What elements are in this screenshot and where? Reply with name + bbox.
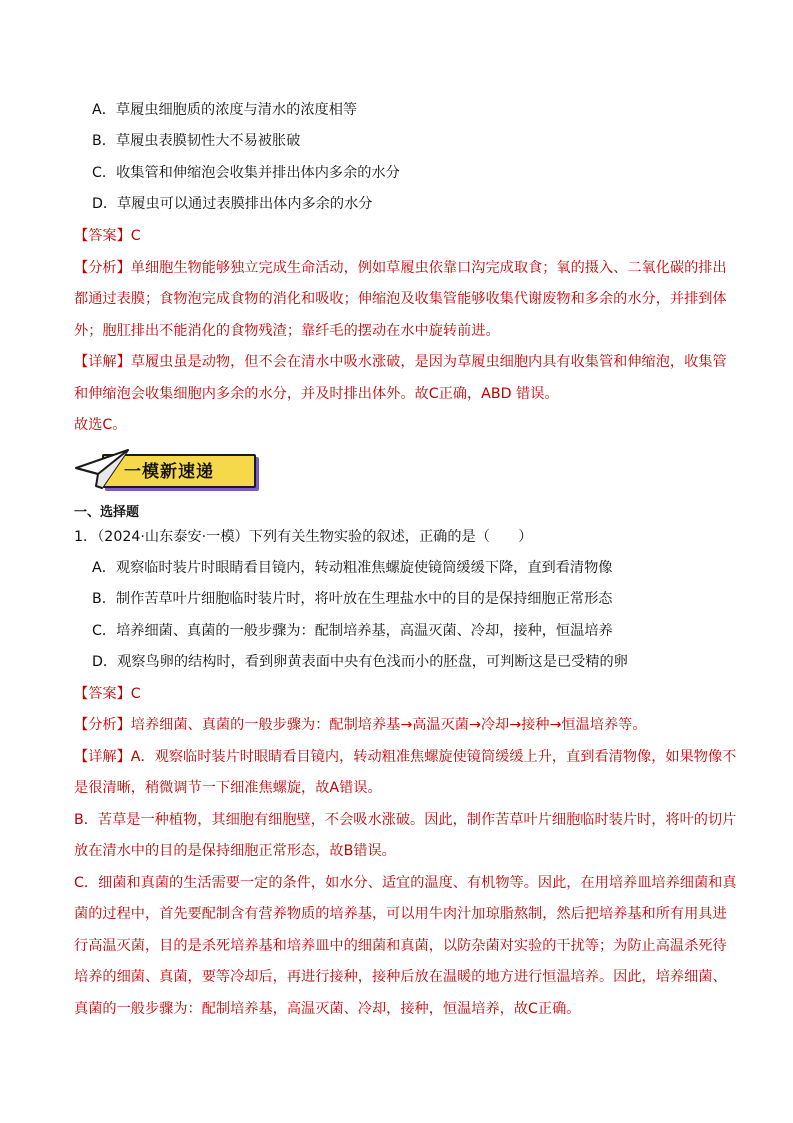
analysis-tag: 【分析】 [74,260,131,276]
question-1-stem: 1．（2024·山东泰安·一模）下列有关生物实验的叙述，正确的是（ ） [74,529,533,545]
section-heading: 一、选择题 [74,505,140,520]
q1-detail-line-3: B．苦草是一种植物，其细胞有细胞壁，不会吸水涨破。因此，制作苦草叶片细胞临时装片时，将叶的切片 [74,812,737,828]
q1-detail-line-6: 菌的过程中，首先要配制含有营养物质的培养基，可以用牛肉汁加琼脂熬制，然后把培养基和所有用具进 [74,906,727,922]
banner-title: 一模新速递 [124,462,214,482]
q1-option-b: B．制作苦草叶片细胞临时装片时，将叶放在生理盐水中的目的是保持细胞正常形态 [92,591,613,607]
q1-analysis [74,715,647,735]
prev-detail-line-2: 和伸缩泡会收集细胞内多余的水分，并及时排出体外。故C正确，ABD 错误。 [74,386,559,402]
detail-text: 草履虫虽是动物，但不会在清水中吸水涨破，是因为草履虫细胞内具有收集管和伸缩泡，收集管 [130,354,727,370]
prev-option-c: C．收集管和伸缩泡会收集并排出体内多余的水分 [92,165,400,181]
q1-detail-line-4: 放在清水中的目的是保持细胞正常形态，故B错误。 [74,843,396,859]
detail-tag: 【详解】 [74,354,131,370]
analysis-text: 培养细菌、真菌的一般步骤为：配制培养基→高温灭菌→冷却→接种→恒温培养等。 [130,717,647,733]
analysis-tag: 【分析】 [74,717,131,733]
detail-text: A．观察临时装片时眼睛看目镜内，转动粗准焦螺旋使镜筒缓缓上升，直到看清物像，如果物像不 [130,749,737,765]
answer-tag: 【答案】 [74,228,131,244]
q1-option-c: C．培养细菌、真菌的一般步骤为：配制培养基，高温灭菌、冷却，接种，恒温培养 [92,623,613,639]
analysis-text: 单细胞生物能够独立完成生命活动，例如草履虫依靠口沟完成取食；氧的摄入、二氧化碳的排出 [130,260,727,276]
prev-answer [74,226,141,246]
q1-option-d: D．观察鸟卵的结构时，看到卵黄表面中央有色浅而小的胚盘，可判断这是已受精的卵 [92,654,628,670]
q1-detail-line-7: 行高温灭菌，目的是杀死培养基和培养皿中的细菌和真菌，以防杂菌对实验的干扰等；为防止高温杀死待 [74,938,727,954]
prev-analysis-line-2: 都通过表膜；食物泡完成食物的消化和吸收；伸缩泡及收集管能够收集代谢废物和多余的水分，并排到体 [74,291,727,307]
q1-detail-line-9: 真菌的一般步骤为：配制培养基，高温灭菌、冷却，接种，恒温培养，故C正确。 [74,1001,581,1017]
prev-conclusion: 故选C。 [74,417,127,433]
prev-option-a: A．草履虫细胞质的浓度与清水的浓度相等 [92,102,358,118]
q1-detail-line-2: 是很清晰，稍微调节一下细准焦螺旋，故A错误。 [74,780,382,796]
section-banner [72,446,254,492]
prev-analysis-line-3: 外；胞肛排出不能消化的食物残渣；靠纤毛的摆动在水中旋转前进。 [74,323,500,339]
q1-answer [74,684,141,704]
q1-option-a: A．观察临时装片时眼睛看目镜内，转动粗准焦螺旋使镜筒缓缓下降，直到看清物像 [92,560,613,576]
answer-value: C [130,686,141,702]
answer-value: C [130,228,141,244]
q1-detail-line-1 [74,747,736,767]
prev-option-b: B．草履虫表膜韧性大不易被胀破 [92,133,301,149]
q1-detail-line-8: 培养的细菌、真菌，要等冷却后，再进行接种，接种后放在温暖的地方进行恒温培养。因此，培养细菌、 [74,969,727,985]
detail-tag: 【详解】 [74,749,131,765]
prev-detail-line-1 [74,352,727,372]
q1-detail-line-5: C．细菌和真菌的生活需要一定的条件，如水分、适宜的温度、有机物等。因此，在用培养皿培养细菌和真 [74,875,737,891]
prev-analysis-line-1 [74,258,727,278]
answer-tag: 【答案】 [74,686,131,702]
paper-plane-icon [72,446,132,492]
prev-option-d: D．草履虫可以通过表膜排出体内多余的水分 [92,196,373,212]
